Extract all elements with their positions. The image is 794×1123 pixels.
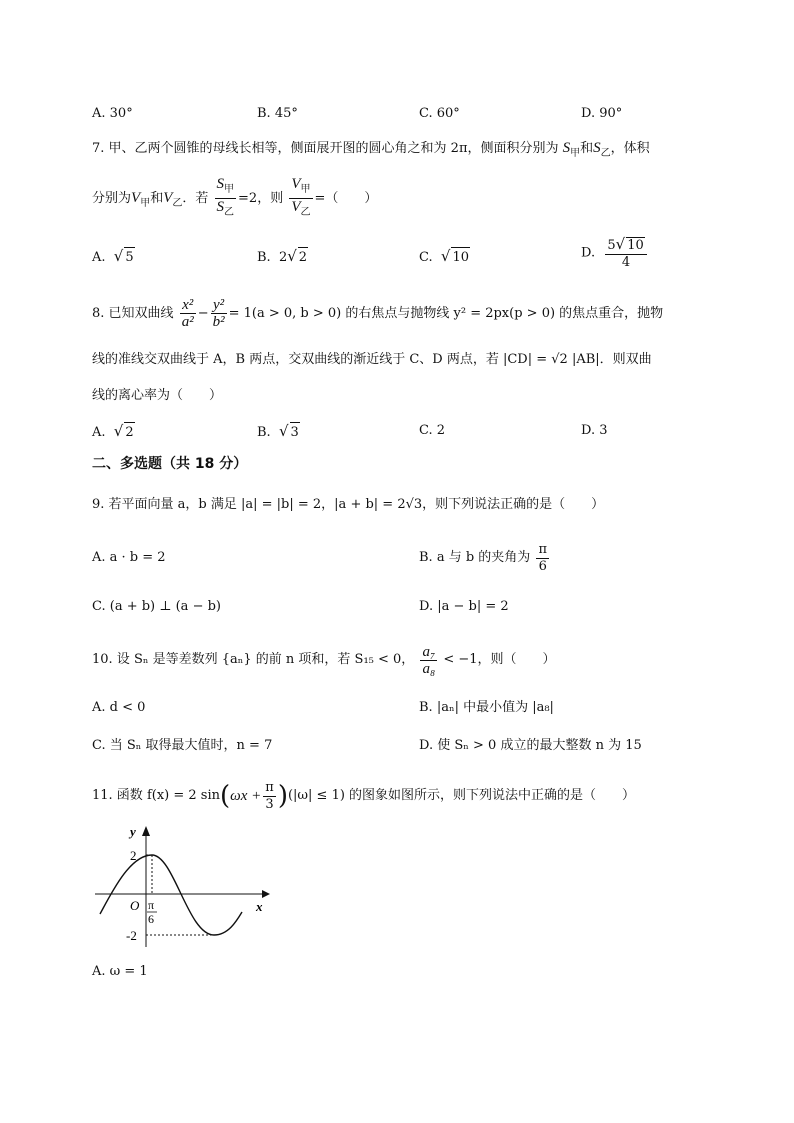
- q7-option-c: C. √ 10: [419, 246, 470, 268]
- origin-label: O: [130, 898, 140, 913]
- q9-option-d: D. |a − b| = 2: [419, 599, 509, 614]
- q11-option-a: A. ω = 1: [92, 964, 148, 979]
- q9-option-a: A. a · b = 2: [92, 550, 166, 565]
- x-axis-arrow: [262, 890, 270, 898]
- q6-option-d: D. 90°: [581, 106, 623, 121]
- q7-line-2: 分别为$V_甲$和$V_乙$．若 $\frac{S_甲}{S_乙}$ =2，则 $\frac{V_甲}{V_乙}$ =（ ）: [92, 176, 377, 220]
- q8-option-a: A. √ 2: [92, 421, 135, 443]
- q9-option-c: C. (a + b) ⊥ (a − b): [92, 599, 221, 614]
- q6-option-b: B. 45°: [257, 106, 298, 121]
- y-max-label: 2: [130, 848, 137, 863]
- q7-line-1: 7. 甲、乙两个圆锥的母线长相等，侧面展开图的圆心角之和为 2π，侧面积分别为 $S_甲$和$S_乙$，体积: [92, 140, 650, 159]
- x-axis-label: x: [256, 899, 263, 914]
- x-tick-num: π: [148, 898, 155, 912]
- q7-option-b: B. 2√ 2: [257, 246, 308, 268]
- q7-text: 7. 甲、乙两个圆锥的母线长相等，侧面展开图的圆心角之和为 2π，侧面积分别为: [92, 141, 559, 156]
- q6-option-a: A. 30°: [92, 106, 133, 121]
- q8-line-3: 线的离心率为（ ）: [92, 388, 223, 403]
- q10-option-c: C. 当 Sₙ 取得最大值时，n = 7: [92, 738, 273, 753]
- q6-option-c: C. 60°: [419, 106, 460, 121]
- q7-option-d: D. $\frac{5√ 10}{4}$: [581, 236, 649, 271]
- y-min-label: -2: [126, 928, 137, 943]
- q8-option-d: D. 3: [581, 423, 608, 438]
- q7-option-a: A. √ 5: [92, 246, 135, 268]
- q8-line-2: 线的准线交双曲线于 A，B 两点，交双曲线的渐近线于 C、D 两点，若 |CD| = √2 |AB|．则双曲: [92, 352, 652, 367]
- q9-stem: 9. 若平面向量 a，b 满足 |a| = |b| = 2，|a + b| = 2√3，则下列说法正确的是（ ）: [92, 497, 605, 512]
- q8-option-c: C. 2: [419, 423, 446, 438]
- q9-option-b: B. a 与 b 的夹角为 $\frac{\pi}{6}$: [419, 541, 547, 574]
- y-axis-label: y: [130, 824, 136, 839]
- q7-ratio-v: $\frac{V_甲}{V_乙}$: [291, 176, 311, 218]
- q8-line-1: 8. 已知双曲线 $\frac{\text{x²}}{\text{a²}}$ − $\frac{\text{y²}}{\text{b²}}$ = 1(a > 0, b > 0) 的右焦点与抛物线 y² = 2px(p > 0) 的焦点重合，抛物: [92, 297, 664, 330]
- q10-option-a: A. d < 0: [92, 700, 146, 715]
- sine-curve: [100, 855, 242, 935]
- q10-stem: 10. 设 Sₙ 是等差数列 {aₙ} 的前 n 项和，若 S₁₅ < 0， $\frac{\text{a₇}}{\text{a₈}}$ < −1，则（ ）: [92, 643, 556, 677]
- x-tick-den: 6: [148, 912, 154, 926]
- q10-option-b: B. |aₙ| 中最小值为 |a₈|: [419, 700, 554, 715]
- q11-stem: 11. 函数 f(x) = 2 sin(ωx + $\frac{\pi}{3}$ )(|ω| ≤ 1) 的图象如图所示，则下列说法中正确的是（ ）: [92, 779, 636, 812]
- section-heading-multiple-choice: 二、多选题（共 18 分）: [92, 456, 248, 472]
- q10-option-d: D. 使 Sₙ > 0 成立的最大整数 n 为 15: [419, 738, 642, 753]
- y-axis-arrow: [142, 826, 150, 836]
- q7-ratio-s: $\frac{S_甲}{S_乙}$: [216, 176, 235, 218]
- q8-option-b: B. √ 3: [257, 421, 300, 443]
- q11-sine-graph: [90, 822, 280, 952]
